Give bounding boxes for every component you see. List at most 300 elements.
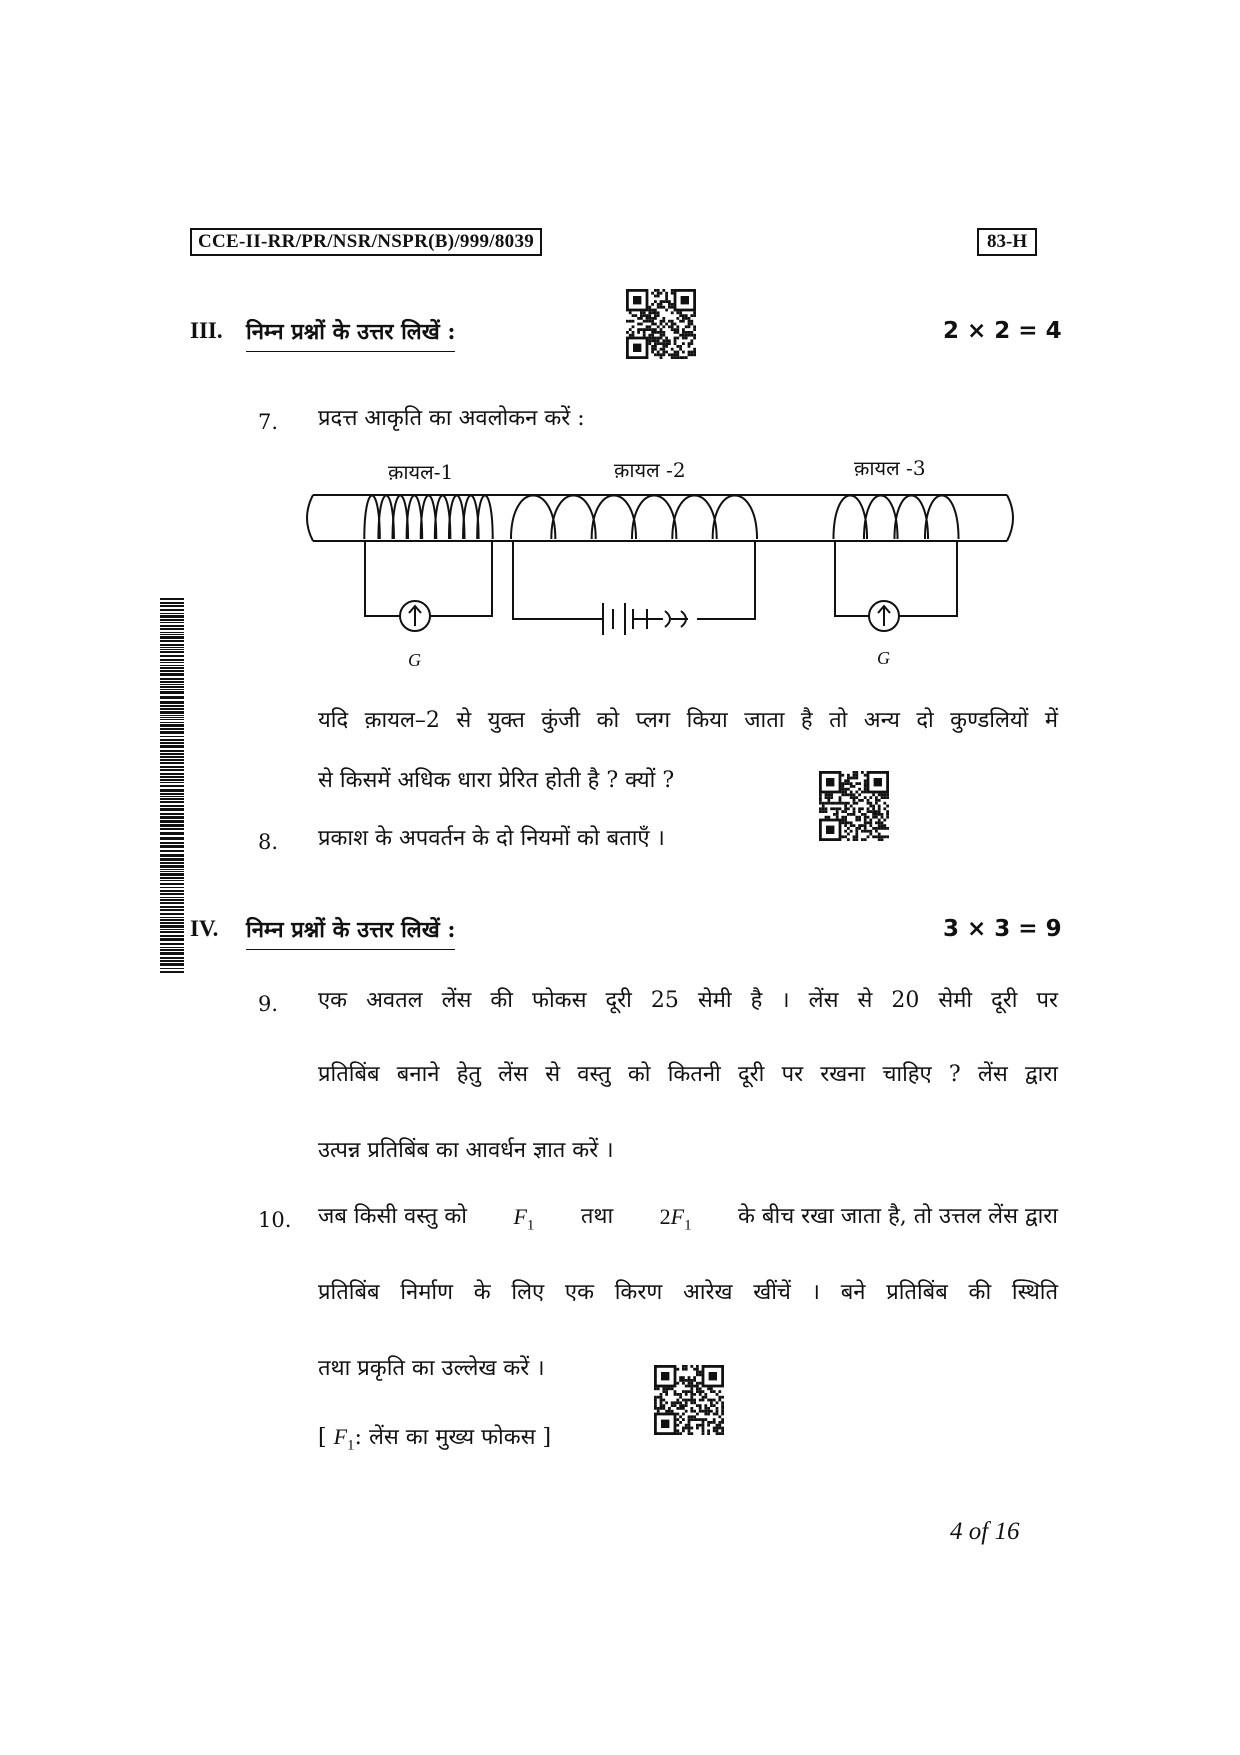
qr-module [850, 791, 853, 794]
qr-module [654, 314, 657, 317]
qr-module [858, 799, 861, 802]
barcode-bar [160, 971, 184, 973]
qr-module [850, 821, 853, 824]
barcode-bar [160, 871, 184, 872]
qr-module [716, 1413, 719, 1416]
qr-module [665, 1410, 668, 1413]
q10-f1-symbol: $F_1$ [513, 1204, 535, 1234]
qr-module [654, 323, 657, 326]
qr-module [685, 1399, 688, 1402]
qr-module [682, 1376, 685, 1379]
coil-winding [632, 496, 676, 540]
qr-module [654, 331, 657, 334]
qr-module [693, 1399, 696, 1402]
qr-module [688, 1421, 691, 1424]
barcode-bar [160, 862, 184, 864]
coil-1-windings [364, 496, 492, 540]
qr-module [674, 1393, 677, 1396]
qr-module [844, 782, 847, 785]
qr-module [872, 807, 875, 810]
qr-module [648, 317, 651, 320]
qr-module [696, 1368, 699, 1371]
barcode-bar [160, 736, 184, 737]
barcode-bar [160, 776, 184, 778]
qr-module [685, 314, 688, 317]
qr-module [640, 311, 643, 314]
coil-1-label: क़ायल-1 [388, 460, 454, 484]
barcode-bar [160, 938, 184, 941]
qr-module [869, 821, 872, 824]
q7-line-1: यदि क़ायल–2 से युक्त कुंजी को प्लग किया जाता है तो अन्य दो कुण्डलियों में [318, 708, 1058, 733]
qr-module [651, 351, 654, 354]
section-3-number: III. [190, 318, 223, 343]
qr-module [853, 793, 856, 796]
qr-module [685, 325, 688, 328]
qr-module [632, 325, 635, 328]
qr-module [707, 1432, 710, 1435]
qr-module [654, 328, 657, 331]
section-3-title: निम्न प्रश्नों के उत्तर लिखें : [246, 316, 455, 352]
qr-finder-core [826, 826, 834, 834]
qr-module [707, 1421, 710, 1424]
qr-module [679, 1404, 682, 1407]
qr-module [881, 821, 884, 824]
qr-module [657, 325, 660, 328]
qr-module [853, 810, 856, 813]
qr-module [640, 328, 643, 331]
qr-module [665, 339, 668, 342]
barcode-bar [160, 644, 184, 646]
qr-module [671, 289, 674, 292]
qr-module [844, 779, 847, 782]
qr-module [841, 816, 844, 819]
qr-module [847, 821, 850, 824]
qr-module [690, 1385, 693, 1388]
barcode-bar [160, 605, 184, 607]
qr-module [853, 799, 856, 802]
barcode-bar [160, 632, 184, 633]
qr-module [718, 1390, 721, 1393]
qr-module [699, 1393, 702, 1396]
barcode-bar [160, 696, 184, 699]
barcode-bar [160, 793, 184, 795]
qr-module [825, 802, 828, 805]
barcode-bar [160, 828, 184, 830]
qr-code-3 [654, 1365, 724, 1435]
qr-module [702, 1432, 705, 1435]
qr-module [864, 827, 867, 830]
qr-module [690, 1379, 693, 1382]
qr-module [657, 337, 660, 340]
qr-module [660, 320, 663, 323]
qr-module [690, 1387, 693, 1390]
coil-winding [511, 496, 555, 540]
qr-module [685, 1379, 688, 1382]
barcode-bar [160, 890, 184, 892]
qr-module [671, 325, 674, 328]
galvanometer-2-label: G [877, 648, 890, 668]
qr-module [690, 1365, 693, 1368]
qr-module [632, 331, 635, 334]
coil-winding [894, 496, 928, 540]
qr-module [827, 816, 830, 819]
qr-module [844, 821, 847, 824]
qr-module [819, 810, 822, 813]
qr-module [640, 317, 643, 320]
qr-module [674, 337, 677, 340]
qr-module [651, 311, 654, 314]
qr-module [671, 1410, 674, 1413]
qr-module [721, 1413, 724, 1416]
barcode-bar [160, 873, 184, 876]
qr-module [704, 1407, 707, 1410]
qr-module [875, 810, 878, 813]
qr-module [654, 353, 657, 356]
qr-module [878, 827, 881, 830]
qr-module [679, 1415, 682, 1418]
qr-module [858, 807, 861, 810]
qr-module [864, 813, 867, 816]
qr-module [875, 799, 878, 802]
barcode-bar [160, 960, 184, 962]
qr-module [713, 1418, 716, 1421]
qr-module [704, 1418, 707, 1421]
qr-module [679, 1432, 682, 1435]
qr-module [648, 342, 651, 345]
galvanometer-1-needle [409, 606, 421, 626]
qr-module [662, 348, 665, 351]
qr-finder-core [633, 344, 641, 352]
qr-module [699, 1404, 702, 1407]
barcode-bar [160, 929, 184, 930]
qr-module [671, 303, 674, 306]
qr-module [841, 788, 844, 791]
qr-module [657, 1407, 660, 1410]
qr-module [710, 1410, 713, 1413]
qr-module [872, 816, 875, 819]
qr-module [668, 339, 671, 342]
circuit-3-wire-set [835, 541, 957, 616]
qr-module [875, 830, 878, 833]
qr-module [679, 1393, 682, 1396]
qr-module [847, 788, 850, 791]
qr-module [660, 1399, 663, 1402]
qr-module [662, 320, 665, 323]
qr-module [853, 796, 856, 799]
qr-module [872, 827, 875, 830]
qr-module [841, 819, 844, 822]
qr-module [869, 810, 872, 813]
qr-module [688, 1424, 691, 1427]
qr-module [864, 788, 867, 791]
qr-module [707, 1410, 710, 1413]
qr-module [651, 309, 654, 312]
qr-module [713, 1427, 716, 1430]
qr-module [867, 810, 870, 813]
barcode-bar [160, 665, 184, 666]
qr-module [676, 1407, 679, 1410]
qr-module [665, 1390, 668, 1393]
qr-module [716, 1432, 719, 1435]
qr-module [685, 1393, 688, 1396]
qr-module [660, 328, 663, 331]
qr-module [844, 807, 847, 810]
q10-line-3: तथा प्रकृति का उल्लेख करें । [318, 1356, 545, 1381]
qr-module [690, 323, 693, 326]
qr-module [671, 1404, 674, 1407]
qr-module [822, 810, 825, 813]
qr-module [844, 835, 847, 838]
qr-module [651, 348, 654, 351]
qr-module [688, 1385, 691, 1388]
qr-module [690, 320, 693, 323]
qr-module [693, 328, 696, 331]
barcode-bar [160, 880, 184, 881]
qr-module [861, 771, 864, 774]
qr-finder-core [826, 778, 834, 786]
qr-module [841, 821, 844, 824]
qr-module [651, 317, 654, 320]
qr-module [660, 1393, 663, 1396]
barcode-bar [160, 711, 184, 714]
qr-module [855, 833, 858, 836]
barcode-bar [160, 935, 184, 937]
barcode-bar [160, 913, 184, 915]
qr-module [864, 796, 867, 799]
qr-module [690, 334, 693, 337]
qr-module [682, 1399, 685, 1402]
qr-module [634, 314, 637, 317]
section-4-title: निम्न प्रश्नों के उत्तर लिखें : [246, 914, 455, 950]
qr-module [676, 317, 679, 320]
qr-module [850, 782, 853, 785]
qr-module [690, 1393, 693, 1396]
qr-module [688, 334, 691, 337]
qr-module [822, 802, 825, 805]
qr-module [867, 802, 870, 805]
qr-module [648, 314, 651, 317]
barcode-bar [160, 883, 184, 885]
barcode-bar [160, 686, 184, 688]
qr-module [662, 1387, 665, 1390]
qr-module [850, 805, 853, 808]
qr-module [679, 334, 682, 337]
qr-module [632, 314, 635, 317]
qr-module [839, 796, 842, 799]
qr-module [836, 813, 839, 816]
qr-module [693, 311, 696, 314]
qr-module [864, 830, 867, 833]
qr-module [660, 1401, 663, 1404]
barcode-bar [160, 622, 184, 623]
qr-module [718, 1396, 721, 1399]
qr-module [855, 802, 858, 805]
qr-module [690, 1399, 693, 1402]
qr-module [847, 793, 850, 796]
qr-module [685, 1401, 688, 1404]
qr-module [676, 337, 679, 340]
qr-module [699, 1390, 702, 1393]
qr-module [878, 813, 881, 816]
qr-module [637, 317, 640, 320]
qr-module [637, 328, 640, 331]
qr-module [830, 793, 833, 796]
barcode-bar [160, 724, 184, 727]
qr-module [685, 1385, 688, 1388]
qr-module [685, 334, 688, 337]
q10-note-f1: $F_1$ [333, 1424, 355, 1454]
qr-module [682, 356, 685, 359]
qr-module [674, 323, 677, 326]
qr-module [682, 1382, 685, 1385]
qr-module [693, 1401, 696, 1404]
qr-module [676, 311, 679, 314]
qr-module [861, 813, 864, 816]
qr-module [696, 1373, 699, 1376]
qr-module [841, 785, 844, 788]
qr-module [819, 807, 822, 810]
qr-module [867, 821, 870, 824]
qr-module [657, 306, 660, 309]
barcode-bar [160, 625, 184, 627]
qr-module [716, 1427, 719, 1430]
qr-module [654, 342, 657, 345]
barcode-bar [160, 845, 184, 848]
qr-module [668, 320, 671, 323]
qr-module [682, 1404, 685, 1407]
qr-module [718, 1432, 721, 1435]
qr-module [651, 337, 654, 340]
qr-module [830, 796, 833, 799]
q10-line-1 [318, 1204, 1058, 1234]
qr-module [710, 1421, 713, 1424]
qr-module [626, 331, 629, 334]
barcode-bar [160, 649, 184, 650]
qr-module [685, 1390, 688, 1393]
qr-module [662, 339, 665, 342]
qr-module [671, 1387, 674, 1390]
qr-module [713, 1413, 716, 1416]
barcode-bar [160, 609, 184, 611]
qr-module [640, 323, 643, 326]
qr-module [696, 1427, 699, 1430]
qr-module [646, 325, 649, 328]
barcode-bar [160, 655, 184, 657]
barcode-bar [160, 782, 184, 783]
qr-module [864, 821, 867, 824]
qr-module [836, 802, 839, 805]
qr-module [674, 356, 677, 359]
qr-module [847, 833, 850, 836]
qr-module [713, 1429, 716, 1432]
qr-module [869, 805, 872, 808]
qr-module [662, 351, 665, 354]
barcode-bar [160, 887, 184, 888]
qr-module [827, 802, 830, 805]
qr-module [643, 331, 646, 334]
coil-figure [295, 485, 1025, 635]
qr-module [679, 314, 682, 317]
qr-module [676, 1429, 679, 1432]
qr-module [679, 1376, 682, 1379]
q7-number: 7. [258, 410, 279, 434]
qr-module [699, 1382, 702, 1385]
qr-module [676, 1424, 679, 1427]
qr-module [855, 835, 858, 838]
coil-3-windings [833, 496, 958, 540]
qr-module [660, 348, 663, 351]
qr-module [707, 1424, 710, 1427]
qr-module [721, 1396, 724, 1399]
qr-module [872, 810, 875, 813]
page-number: 4 of 16 [950, 1518, 1020, 1545]
qr-module [688, 317, 691, 320]
qr-module [855, 771, 858, 774]
qr-module [685, 1427, 688, 1430]
qr-module [690, 339, 693, 342]
qr-module [665, 1393, 668, 1396]
qr-module [671, 1401, 674, 1404]
qr-module [665, 342, 668, 345]
qr-module [682, 334, 685, 337]
qr-module [721, 1410, 724, 1413]
qr-module [855, 838, 858, 841]
qr-module [704, 1410, 707, 1413]
qr-module [844, 810, 847, 813]
qr-module [702, 1399, 705, 1402]
qr-module [690, 1418, 693, 1421]
qr-module [640, 314, 643, 317]
qr-module [847, 777, 850, 780]
qr-module [878, 821, 881, 824]
barcode-bar [160, 651, 184, 653]
barcode-bar [160, 902, 184, 904]
qr-module [693, 1379, 696, 1382]
qr-module [833, 802, 836, 805]
qr-module [657, 353, 660, 356]
qr-module [648, 309, 651, 312]
qr-module [839, 807, 842, 810]
qr-module [660, 292, 663, 295]
qr-module [662, 289, 665, 292]
subject-code: 83-H [977, 228, 1037, 256]
qr-module [657, 331, 660, 334]
qr-module [632, 320, 635, 323]
qr-module [883, 827, 886, 830]
barcode-bar [160, 947, 184, 948]
qr-module [643, 334, 646, 337]
qr-module [881, 816, 884, 819]
qr-module [841, 782, 844, 785]
qr-module [657, 314, 660, 317]
coil-3-label: क़ायल -3 [854, 456, 926, 480]
barcode-bar [160, 899, 184, 901]
qr-module [696, 1382, 699, 1385]
qr-module [654, 1404, 657, 1407]
qr-module [690, 353, 693, 356]
qr-module [841, 793, 844, 796]
barcode-bar [160, 805, 184, 807]
qr-module [688, 345, 691, 348]
qr-module [654, 1396, 657, 1399]
qr-module [646, 317, 649, 320]
qr-module [853, 802, 856, 805]
qr-module [654, 295, 657, 298]
qr-module [665, 295, 668, 298]
qr-module [682, 1368, 685, 1371]
qr-module [662, 334, 665, 337]
section-4-number: IV. [190, 916, 219, 941]
